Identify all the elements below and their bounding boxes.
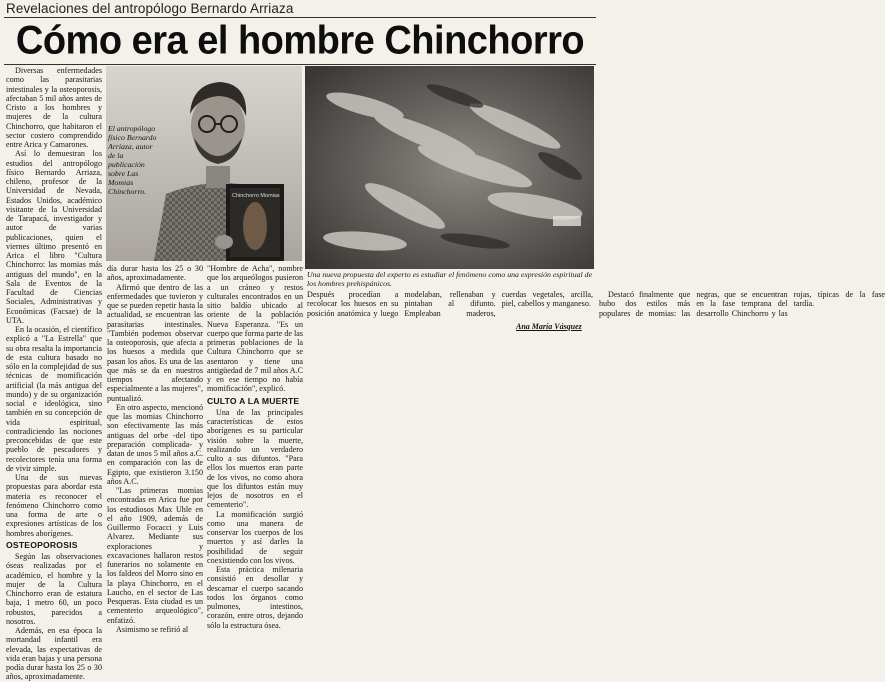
column-2 [107,264,203,634]
subhead-culto: CULTO A LA MUERTE [207,395,300,406]
headline-rule [4,64,596,65]
paragraph: "Las primeras momias encontradas en Arica fue por los estudiosos Max Uhle en el año 1909, además de Guillermo Focacci y Luis Alvarez. Mediante sus exploraciones y excavaciones hallaron restos funerarios no solamente en los faldeos del Morro sino en la playa Chinchorro, en el Laucho, en el sector de Las Pesqueras. Esta ciudad es un cementerio arqueológico", enfatizó. [107,486,203,625]
column-3 [207,264,303,630]
paragraph: Después procedían a recolocar los huesos en su posición anatómica y luego modelaban, rellenaban y pintaban al difunto. Empleaban maderos, cuerdas vegetales, arcilla, piel, cabellos y manganeso. [307,290,593,318]
paragraph: "Hombre de Acha", nombre que los arqueólogos pusieron a un cráneo y restos culturales encontrados en un sitio baldío ubicado al oriente de la población Nueva Esperanza. "Es un cuerpo que forma parte de las primeras poblaciones de la Cultura Chinchorro que se asentaron y tiene una antigüedad de 7 mil años A.C y en ese tiempo no había momificación", explicó. [207,264,303,394]
column-4 [307,290,885,320]
headline: Cómo era el hombre Chinchorro [15,18,585,64]
paragraph: Así lo demuestran los estudios del antropólogo físico Bernardo Arriaza, chileno, profesor de la Universidad de Nevada, Estados Unidos, académico visitante de la Universidad de Tarapacá, investigador y autor de varias publicaciones, quien el viernes último presentó en Arica el libro "Cultura Chinchorro: las momias más antiguas del mundo", en la Sala de Eventos de la Facultad de Ciencias Sociales, Administrativas y Económicas (Facsae) de la UTA. [6,149,102,325]
byline: Ana María Vásquez [516,322,582,331]
mummies-caption: Una nueva propuesta del experto es estudiar el fenómeno como una expresión espiritual de los hombres prehispánicos. [307,270,593,288]
paragraph: Según las observaciones óseas realizadas por el académico, el hombre y la mujer de la Cultura Chinchorro eran de estatura baja, 1 metro 60, un poco robustos, parecidos a nosotros. [6,552,102,626]
paragraph: Una de sus nuevas propuestas para abordar esta materia es reconocer el fenómeno Chinchorro como una forma de arte o expresiones artísticas de los hombres aborígenes. [6,473,102,538]
subhead-osteoporosis: OSTEOPOROSIS [6,539,78,550]
paragraph: Diversas enfermedades como las parasitarias intestinales y la osteoporosis, afectaban 5 mil años antes de Cristo a los hombres y mujeres de la cultura Chinchorro, que habitaron el sector costero comprendido entre Arica y Camarones. [6,66,102,149]
book-cover-title: Chinchorro Momias [232,193,280,199]
portrait-caption: El antropólogo físico Bernardo Arriaza, autor de la publicación sobre Las Momias Chinchorro. [108,124,157,196]
paragraph: La momificación surgió como una manera de conservar los cuerpos de los muertos y así darles la posibilidad de seguir coexistiendo con los vivos. [207,509,303,565]
paragraph: En la ocasión, el científico explicó a "La Estrella" que su obra resalta la importancia de esta cultura basado no sólo en la complejidad de sus técnicas de momificación artificial (la más antigua del mundo) y de su organización social e ideológica, sino también en su concepción de vida espiritual, contradiciendo las nociones preconcebidas de que este pueblo de pescadores y recolectores tenía una forma de vivir simple. [6,325,102,473]
paragraph: Destacó finalmente que hubo dos estilos más populares de momias: las negras, que se encuentran en la fase temprana del desarrollo Chinchorro y las rojas, típicas de la fase tardía. [598,290,885,318]
paragraph: Esta práctica milenaria consistió en desollar y descarnar el cuerpo sacando todos los órganos como pulmones, intestinos, corazón, entre otros, dejando sólo la estructura ósea. [207,565,303,630]
mummies-photo [305,66,594,269]
column-1 [6,66,102,682]
kicker: Revelaciones del antropólogo Bernardo Arriaza [6,1,294,16]
paragraph: En otro aspecto, mencionó que las momias Chinchorro son efectivamente las más antiguas del orbe -del tipo preparación complicada- y datan de unos 5 mil años a.C. en comparación con las de Egipto, que existieron 3.150 años A.C. [107,402,203,486]
paragraph: Además, en esa época la mortandad infantil era elevada, las expectativas de vida eran bajas y una persona podía durar hasta los 25 o 30 años, aproximadamente. [6,626,102,682]
paragraph: Una de las principales características de estos aborígenes es su particular visión sobre la muerte, realizando un verdadero culto a sus difuntos. "Para ellos los muertos eran parte de los vivos, no como ahora que los difuntos están muy lejos de nosotros en el cementerio". [207,407,303,510]
mummies-photo-drawing [305,66,594,269]
paragraph: Asimismo se refirió al [116,624,189,634]
paragraph: día durar hasta los 25 o 30 años, aproximadamente. [107,264,203,283]
paragraph: Afirmó que dentro de las enfermedades que tuvieron y que se pueden repetir hasta la actualidad, se encuentran las parasitarias intestinales. "También podemos observar la osteoporosis, que afecta a los huesos a medida que pasan los años. Es una de las que más se da en nuestros tiempos afectando especialmente a las mujeres", puntualizó. [107,282,203,403]
